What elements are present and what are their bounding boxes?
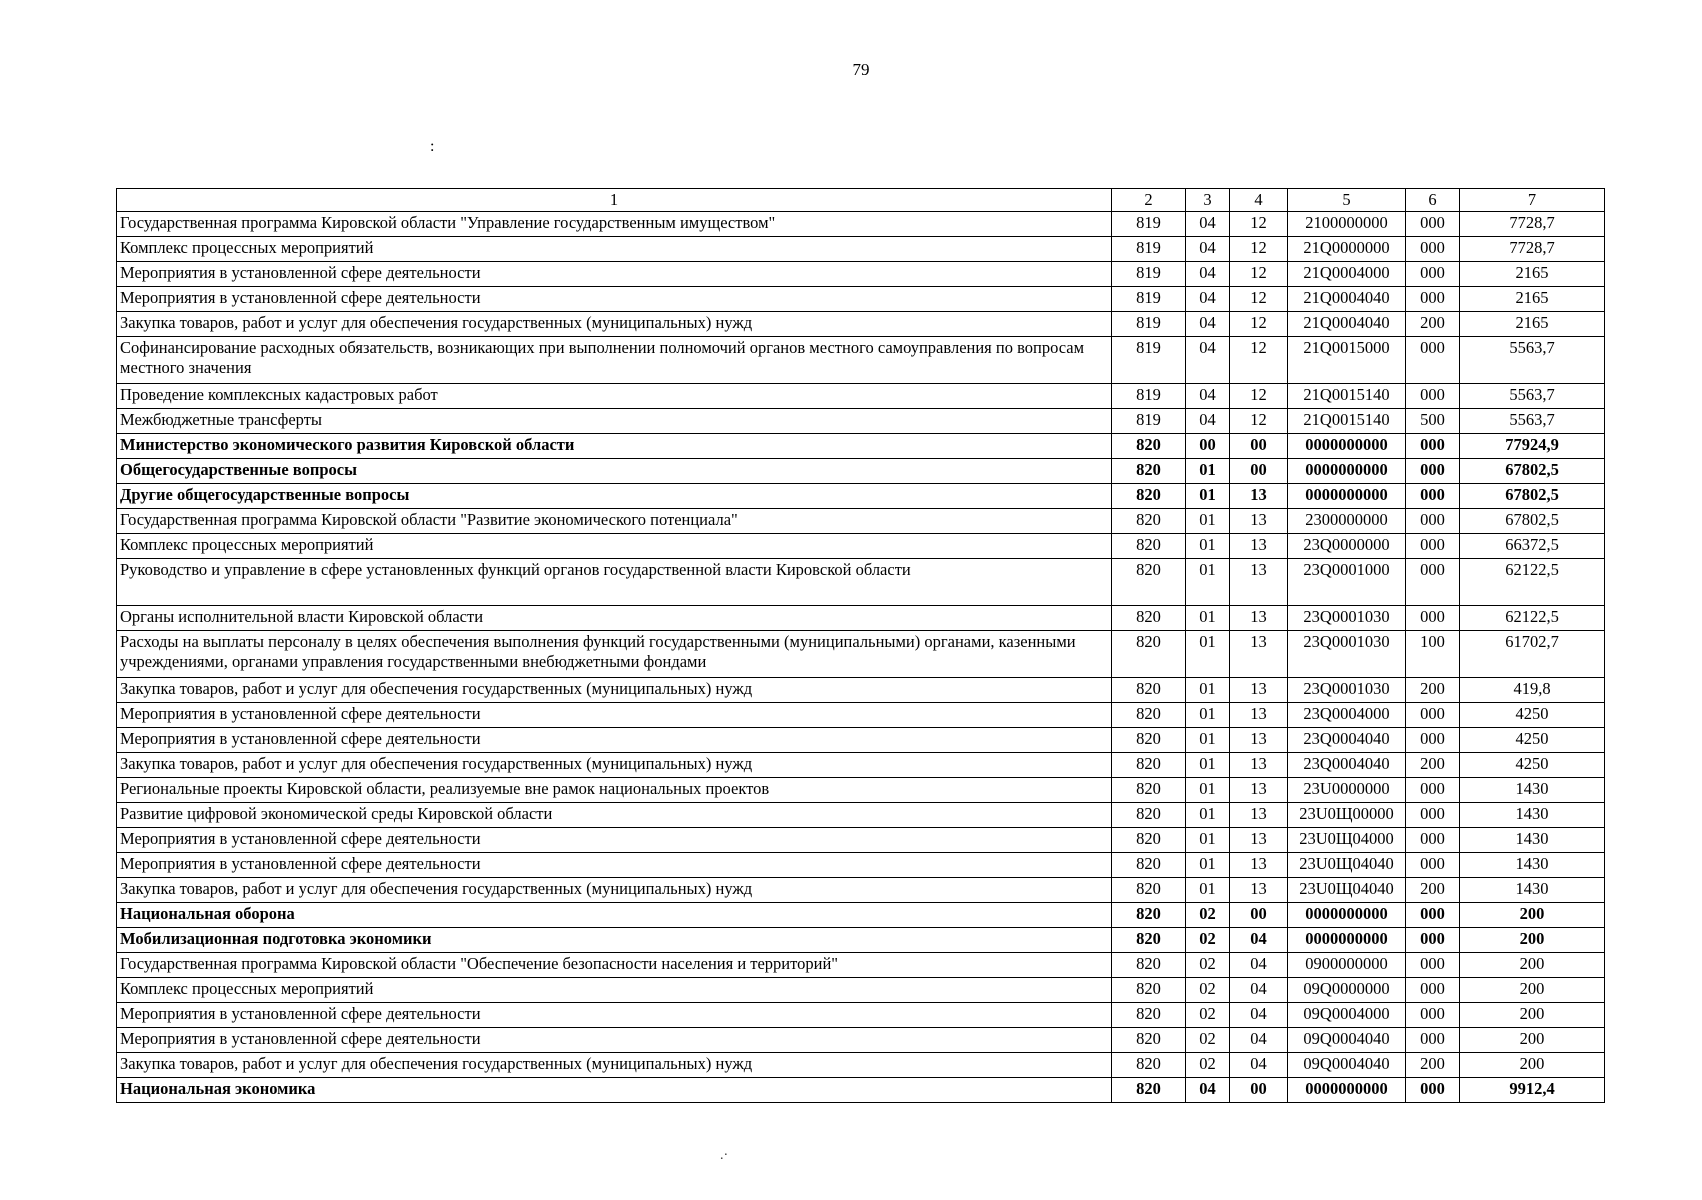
row-col5-cell: 0900000000 <box>1288 953 1406 978</box>
row-col2-cell: 820 <box>1112 631 1186 678</box>
row-col5-cell: 23U0Щ00000 <box>1288 803 1406 828</box>
table-header-row <box>117 189 1605 212</box>
row-col2-cell: 820 <box>1112 978 1186 1003</box>
row-col7-cell: 7728,7 <box>1460 237 1605 262</box>
row-col7-cell: 200 <box>1460 1053 1605 1078</box>
table-row <box>117 928 1605 953</box>
row-col3-cell: 04 <box>1186 287 1230 312</box>
row-col7-cell: 62122,5 <box>1460 559 1605 606</box>
row-col7-cell: 1430 <box>1460 853 1605 878</box>
row-col7-cell: 7728,7 <box>1460 212 1605 237</box>
row-col7-cell: 2165 <box>1460 287 1605 312</box>
row-col6-cell: 200 <box>1406 678 1460 703</box>
row-col4-cell: 13 <box>1230 828 1288 853</box>
header-col-6: 6 <box>1406 189 1460 212</box>
row-col2-cell: 820 <box>1112 828 1186 853</box>
row-col6-cell: 000 <box>1406 1078 1460 1103</box>
row-col3-cell: 02 <box>1186 978 1230 1003</box>
row-col3-cell: 04 <box>1186 262 1230 287</box>
scan-speck: .· <box>720 1148 729 1163</box>
row-col5-cell: 23Q0001000 <box>1288 559 1406 606</box>
row-col4-cell: 00 <box>1230 1078 1288 1103</box>
row-name-cell: Мероприятия в установленной сфере деятельности <box>117 728 1112 753</box>
row-col7-cell: 2165 <box>1460 312 1605 337</box>
table-row <box>117 534 1605 559</box>
table-row <box>117 703 1605 728</box>
row-col5-cell: 0000000000 <box>1288 903 1406 928</box>
row-col5-cell: 21Q0004040 <box>1288 312 1406 337</box>
row-col6-cell: 000 <box>1406 509 1460 534</box>
table-row <box>117 409 1605 434</box>
row-col6-cell: 100 <box>1406 631 1460 678</box>
row-col5-cell: 23Q0001030 <box>1288 678 1406 703</box>
row-col2-cell: 820 <box>1112 853 1186 878</box>
row-col4-cell: 12 <box>1230 409 1288 434</box>
table-row <box>117 631 1605 678</box>
row-col7-cell: 1430 <box>1460 778 1605 803</box>
row-col3-cell: 04 <box>1186 237 1230 262</box>
row-col7-cell: 200 <box>1460 953 1605 978</box>
row-col6-cell: 000 <box>1406 534 1460 559</box>
row-col3-cell: 02 <box>1186 1003 1230 1028</box>
row-col5-cell: 21Q0015000 <box>1288 337 1406 384</box>
row-name-cell: Национальная экономика <box>117 1078 1112 1103</box>
row-col3-cell: 02 <box>1186 1053 1230 1078</box>
table-row <box>117 753 1605 778</box>
header-col-4: 4 <box>1230 189 1288 212</box>
row-col6-cell: 000 <box>1406 384 1460 409</box>
row-col4-cell: 13 <box>1230 803 1288 828</box>
row-col2-cell: 820 <box>1112 559 1186 606</box>
row-col7-cell: 419,8 <box>1460 678 1605 703</box>
row-col2-cell: 820 <box>1112 459 1186 484</box>
row-col6-cell: 000 <box>1406 559 1460 606</box>
row-col3-cell: 01 <box>1186 459 1230 484</box>
row-col7-cell: 1430 <box>1460 878 1605 903</box>
row-col4-cell: 13 <box>1230 853 1288 878</box>
table-row <box>117 287 1605 312</box>
row-col6-cell: 000 <box>1406 459 1460 484</box>
row-col7-cell: 200 <box>1460 1028 1605 1053</box>
row-name-cell: Руководство и управление в сфере установленных функций органов государственной власти Кировской области <box>117 559 1112 606</box>
row-col4-cell: 13 <box>1230 509 1288 534</box>
row-col5-cell: 09Q0004000 <box>1288 1003 1406 1028</box>
row-col3-cell: 04 <box>1186 1078 1230 1103</box>
row-col2-cell: 819 <box>1112 409 1186 434</box>
row-col4-cell: 04 <box>1230 928 1288 953</box>
row-col5-cell: 09Q0000000 <box>1288 978 1406 1003</box>
row-name-cell: Мероприятия в установленной сфере деятельности <box>117 1028 1112 1053</box>
row-col5-cell: 2300000000 <box>1288 509 1406 534</box>
row-col5-cell: 23Q0004040 <box>1288 753 1406 778</box>
row-name-cell: Развитие цифровой экономической среды Кировской области <box>117 803 1112 828</box>
row-col6-cell: 200 <box>1406 753 1460 778</box>
row-col3-cell: 01 <box>1186 534 1230 559</box>
table-body <box>117 212 1605 1103</box>
row-name-cell: Проведение комплексных кадастровых работ <box>117 384 1112 409</box>
header-col-2: 2 <box>1112 189 1186 212</box>
row-col2-cell: 820 <box>1112 509 1186 534</box>
row-col7-cell: 200 <box>1460 1003 1605 1028</box>
row-name-cell: Мероприятия в установленной сфере деятельности <box>117 853 1112 878</box>
row-name-cell: Межбюджетные трансферты <box>117 409 1112 434</box>
row-name-cell: Комплекс процессных мероприятий <box>117 237 1112 262</box>
row-col4-cell: 12 <box>1230 287 1288 312</box>
table-row <box>117 1028 1605 1053</box>
row-col6-cell: 000 <box>1406 237 1460 262</box>
row-name-cell: Софинансирование расходных обязательств, возникающих при выполнении полномочий органов местного самоуправления по вопросам местного значения <box>117 337 1112 384</box>
row-name-cell: Закупка товаров, работ и услуг для обеспечения государственных (муниципальных) нужд <box>117 878 1112 903</box>
header-col-3: 3 <box>1186 189 1230 212</box>
row-col3-cell: 01 <box>1186 678 1230 703</box>
row-col2-cell: 820 <box>1112 484 1186 509</box>
row-col7-cell: 9912,4 <box>1460 1078 1605 1103</box>
row-col5-cell: 23Q0001030 <box>1288 606 1406 631</box>
row-col4-cell: 04 <box>1230 1053 1288 1078</box>
row-col2-cell: 820 <box>1112 728 1186 753</box>
table-row <box>117 1053 1605 1078</box>
row-col5-cell: 23U0Щ04000 <box>1288 828 1406 853</box>
row-col6-cell: 000 <box>1406 828 1460 853</box>
row-col3-cell: 02 <box>1186 928 1230 953</box>
row-col2-cell: 819 <box>1112 212 1186 237</box>
row-col5-cell: 21Q0000000 <box>1288 237 1406 262</box>
row-col3-cell: 01 <box>1186 509 1230 534</box>
row-col4-cell: 12 <box>1230 337 1288 384</box>
table-row <box>117 878 1605 903</box>
table-row <box>117 678 1605 703</box>
table-row <box>117 1078 1605 1103</box>
row-name-cell: Комплекс процессных мероприятий <box>117 534 1112 559</box>
row-col4-cell: 12 <box>1230 384 1288 409</box>
row-col4-cell: 13 <box>1230 631 1288 678</box>
row-col4-cell: 04 <box>1230 953 1288 978</box>
row-col5-cell: 23U0Щ04040 <box>1288 853 1406 878</box>
table-row <box>117 484 1605 509</box>
row-col5-cell: 21Q0004040 <box>1288 287 1406 312</box>
row-col3-cell: 01 <box>1186 803 1230 828</box>
row-col6-cell: 000 <box>1406 1028 1460 1053</box>
table-row <box>117 828 1605 853</box>
row-col3-cell: 01 <box>1186 778 1230 803</box>
row-col6-cell: 500 <box>1406 409 1460 434</box>
table-row <box>117 559 1605 606</box>
table-row <box>117 312 1605 337</box>
row-col2-cell: 820 <box>1112 953 1186 978</box>
row-col6-cell: 000 <box>1406 928 1460 953</box>
row-col6-cell: 000 <box>1406 337 1460 384</box>
row-col4-cell: 13 <box>1230 878 1288 903</box>
row-col7-cell: 5563,7 <box>1460 409 1605 434</box>
row-col5-cell: 23Q0000000 <box>1288 534 1406 559</box>
row-name-cell: Закупка товаров, работ и услуг для обеспечения государственных (муниципальных) нужд <box>117 678 1112 703</box>
row-name-cell: Комплекс процессных мероприятий <box>117 978 1112 1003</box>
row-col2-cell: 820 <box>1112 434 1186 459</box>
row-name-cell: Закупка товаров, работ и услуг для обеспечения государственных (муниципальных) нужд <box>117 1053 1112 1078</box>
row-col5-cell: 2100000000 <box>1288 212 1406 237</box>
row-col3-cell: 01 <box>1186 828 1230 853</box>
row-col4-cell: 13 <box>1230 484 1288 509</box>
row-col7-cell: 67802,5 <box>1460 509 1605 534</box>
row-col2-cell: 819 <box>1112 262 1186 287</box>
row-col5-cell: 23U0Щ04040 <box>1288 878 1406 903</box>
row-col6-cell: 000 <box>1406 287 1460 312</box>
row-col7-cell: 2165 <box>1460 262 1605 287</box>
row-col2-cell: 820 <box>1112 928 1186 953</box>
row-col2-cell: 820 <box>1112 878 1186 903</box>
row-col4-cell: 13 <box>1230 559 1288 606</box>
table-row <box>117 803 1605 828</box>
row-col2-cell: 820 <box>1112 1028 1186 1053</box>
row-name-cell: Государственная программа Кировской области "Обеспечение безопасности населения и территорий" <box>117 953 1112 978</box>
row-col3-cell: 04 <box>1186 337 1230 384</box>
row-col3-cell: 01 <box>1186 631 1230 678</box>
header-col-7: 7 <box>1460 189 1605 212</box>
row-col6-cell: 000 <box>1406 953 1460 978</box>
table-row <box>117 262 1605 287</box>
row-col2-cell: 819 <box>1112 337 1186 384</box>
row-col2-cell: 820 <box>1112 1053 1186 1078</box>
row-col2-cell: 819 <box>1112 237 1186 262</box>
row-col6-cell: 000 <box>1406 262 1460 287</box>
row-col5-cell: 23U0000000 <box>1288 778 1406 803</box>
row-col4-cell: 12 <box>1230 212 1288 237</box>
table-row <box>117 978 1605 1003</box>
table-row <box>117 853 1605 878</box>
row-col6-cell: 000 <box>1406 1003 1460 1028</box>
row-col7-cell: 66372,5 <box>1460 534 1605 559</box>
page-number: 79 <box>852 60 870 79</box>
header-col-1: 1 <box>117 189 1112 212</box>
row-col6-cell: 000 <box>1406 606 1460 631</box>
row-col2-cell: 820 <box>1112 903 1186 928</box>
row-col5-cell: 23Q0004000 <box>1288 703 1406 728</box>
row-col6-cell: 000 <box>1406 853 1460 878</box>
row-col7-cell: 61702,7 <box>1460 631 1605 678</box>
table-row <box>117 606 1605 631</box>
table-row <box>117 509 1605 534</box>
row-name-cell: Закупка товаров, работ и услуг для обеспечения государственных (муниципальных) нужд <box>117 312 1112 337</box>
row-col3-cell: 04 <box>1186 384 1230 409</box>
row-col2-cell: 820 <box>1112 678 1186 703</box>
row-col2-cell: 819 <box>1112 287 1186 312</box>
row-col5-cell: 0000000000 <box>1288 434 1406 459</box>
margin-mark: : <box>430 138 435 155</box>
row-name-cell: Органы исполнительной власти Кировской области <box>117 606 1112 631</box>
row-col6-cell: 000 <box>1406 728 1460 753</box>
row-col3-cell: 00 <box>1186 434 1230 459</box>
table-row <box>117 953 1605 978</box>
row-col7-cell: 4250 <box>1460 753 1605 778</box>
row-col6-cell: 000 <box>1406 978 1460 1003</box>
row-col4-cell: 13 <box>1230 753 1288 778</box>
row-col2-cell: 819 <box>1112 384 1186 409</box>
table-row <box>117 434 1605 459</box>
row-col3-cell: 01 <box>1186 606 1230 631</box>
table-row <box>117 778 1605 803</box>
row-col5-cell: 0000000000 <box>1288 1078 1406 1103</box>
row-name-cell: Государственная программа Кировской области "Развитие экономического потенциала" <box>117 509 1112 534</box>
row-col5-cell: 0000000000 <box>1288 928 1406 953</box>
row-col2-cell: 820 <box>1112 534 1186 559</box>
row-col6-cell: 000 <box>1406 212 1460 237</box>
row-col6-cell: 000 <box>1406 778 1460 803</box>
row-col3-cell: 01 <box>1186 878 1230 903</box>
table-row <box>117 384 1605 409</box>
row-col7-cell: 1430 <box>1460 828 1605 853</box>
row-col3-cell: 02 <box>1186 1028 1230 1053</box>
header-col-5: 5 <box>1288 189 1406 212</box>
row-name-cell: Расходы на выплаты персоналу в целях обеспечения выполнения функций государственными (муниципальными) органами, казенными учреждениями, органами управления государственными внебюджетными фондами <box>117 631 1112 678</box>
row-name-cell: Мобилизационная подготовка экономики <box>117 928 1112 953</box>
row-col4-cell: 00 <box>1230 434 1288 459</box>
row-name-cell: Закупка товаров, работ и услуг для обеспечения государственных (муниципальных) нужд <box>117 753 1112 778</box>
row-col2-cell: 820 <box>1112 803 1186 828</box>
row-col3-cell: 01 <box>1186 703 1230 728</box>
row-col7-cell: 67802,5 <box>1460 484 1605 509</box>
row-name-cell: Министерство экономического развития Кировской области <box>117 434 1112 459</box>
table-row <box>117 237 1605 262</box>
row-col7-cell: 4250 <box>1460 728 1605 753</box>
table-row <box>117 337 1605 384</box>
row-col4-cell: 12 <box>1230 262 1288 287</box>
row-col5-cell: 23Q0001030 <box>1288 631 1406 678</box>
row-col4-cell: 13 <box>1230 534 1288 559</box>
row-col3-cell: 01 <box>1186 559 1230 606</box>
row-name-cell: Мероприятия в установленной сфере деятельности <box>117 828 1112 853</box>
row-col3-cell: 01 <box>1186 753 1230 778</box>
row-col7-cell: 1430 <box>1460 803 1605 828</box>
row-col5-cell: 21Q0004000 <box>1288 262 1406 287</box>
row-col6-cell: 000 <box>1406 903 1460 928</box>
row-col7-cell: 77924,9 <box>1460 434 1605 459</box>
row-col7-cell: 200 <box>1460 903 1605 928</box>
row-col2-cell: 820 <box>1112 703 1186 728</box>
row-col3-cell: 04 <box>1186 212 1230 237</box>
row-col7-cell: 67802,5 <box>1460 459 1605 484</box>
row-col2-cell: 820 <box>1112 753 1186 778</box>
table-row <box>117 212 1605 237</box>
row-col3-cell: 04 <box>1186 409 1230 434</box>
row-col4-cell: 13 <box>1230 728 1288 753</box>
row-name-cell: Национальная оборона <box>117 903 1112 928</box>
row-col2-cell: 820 <box>1112 1078 1186 1103</box>
row-col6-cell: 000 <box>1406 484 1460 509</box>
row-col5-cell: 0000000000 <box>1288 484 1406 509</box>
row-name-cell: Государственная программа Кировской области "Управление государственным имуществом" <box>117 212 1112 237</box>
row-col5-cell: 21Q0015140 <box>1288 384 1406 409</box>
table-row <box>117 1003 1605 1028</box>
row-col3-cell: 02 <box>1186 953 1230 978</box>
budget-table <box>116 188 1605 1103</box>
row-col6-cell: 200 <box>1406 878 1460 903</box>
row-col5-cell: 0000000000 <box>1288 459 1406 484</box>
row-name-cell: Мероприятия в установленной сфере деятельности <box>117 703 1112 728</box>
row-col4-cell: 00 <box>1230 459 1288 484</box>
table-row <box>117 459 1605 484</box>
row-name-cell: Региональные проекты Кировской области, реализуемые вне рамок национальных проектов <box>117 778 1112 803</box>
row-col4-cell: 12 <box>1230 237 1288 262</box>
row-col4-cell: 04 <box>1230 1003 1288 1028</box>
row-col6-cell: 000 <box>1406 703 1460 728</box>
row-col4-cell: 13 <box>1230 678 1288 703</box>
row-col6-cell: 200 <box>1406 312 1460 337</box>
row-name-cell: Мероприятия в установленной сфере деятельности <box>117 287 1112 312</box>
row-col7-cell: 4250 <box>1460 703 1605 728</box>
row-name-cell: Общегосударственные вопросы <box>117 459 1112 484</box>
row-col3-cell: 04 <box>1186 312 1230 337</box>
row-name-cell: Мероприятия в установленной сфере деятельности <box>117 262 1112 287</box>
row-col2-cell: 820 <box>1112 1003 1186 1028</box>
row-name-cell: Другие общегосударственные вопросы <box>117 484 1112 509</box>
row-col4-cell: 04 <box>1230 1028 1288 1053</box>
row-col7-cell: 5563,7 <box>1460 384 1605 409</box>
row-col5-cell: 09Q0004040 <box>1288 1028 1406 1053</box>
row-col7-cell: 5563,7 <box>1460 337 1605 384</box>
row-col2-cell: 820 <box>1112 606 1186 631</box>
row-col5-cell: 21Q0015140 <box>1288 409 1406 434</box>
row-col6-cell: 200 <box>1406 1053 1460 1078</box>
row-name-cell: Мероприятия в установленной сфере деятельности <box>117 1003 1112 1028</box>
row-col4-cell: 13 <box>1230 703 1288 728</box>
row-col4-cell: 13 <box>1230 778 1288 803</box>
table-row <box>117 728 1605 753</box>
row-col7-cell: 200 <box>1460 978 1605 1003</box>
row-col2-cell: 820 <box>1112 778 1186 803</box>
row-col4-cell: 12 <box>1230 312 1288 337</box>
row-col4-cell: 04 <box>1230 978 1288 1003</box>
row-col3-cell: 01 <box>1186 853 1230 878</box>
row-col3-cell: 01 <box>1186 728 1230 753</box>
row-col4-cell: 00 <box>1230 903 1288 928</box>
row-col7-cell: 62122,5 <box>1460 606 1605 631</box>
row-col5-cell: 09Q0004040 <box>1288 1053 1406 1078</box>
row-col7-cell: 200 <box>1460 928 1605 953</box>
row-col3-cell: 02 <box>1186 903 1230 928</box>
table-row <box>117 903 1605 928</box>
row-col6-cell: 000 <box>1406 803 1460 828</box>
row-col4-cell: 13 <box>1230 606 1288 631</box>
row-col2-cell: 819 <box>1112 312 1186 337</box>
row-col3-cell: 01 <box>1186 484 1230 509</box>
row-col6-cell: 000 <box>1406 434 1460 459</box>
row-col5-cell: 23Q0004040 <box>1288 728 1406 753</box>
